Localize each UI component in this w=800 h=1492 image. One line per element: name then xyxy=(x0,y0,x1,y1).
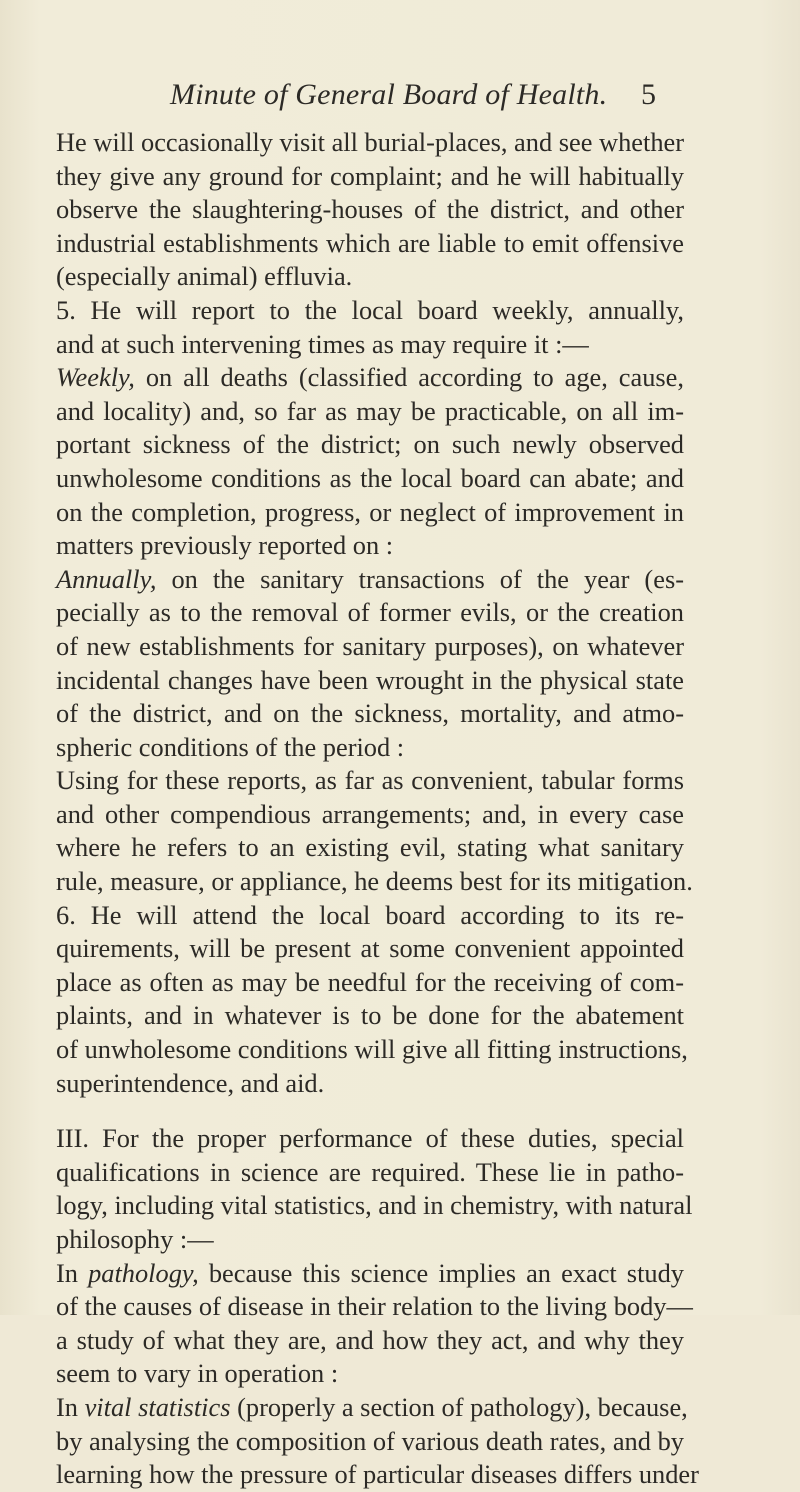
text-segment: incidental changes have been wrought in the physical state xyxy=(56,664,684,695)
text-segment: by analysing the composition of various death rates, and by xyxy=(56,1425,684,1456)
text-segment: where he refers to an existing evil, stating what sanitary xyxy=(56,832,684,863)
text-segment: He will occasionally visit all burial-places, and see whether xyxy=(56,127,685,157)
text-line xyxy=(56,999,684,1033)
text-line xyxy=(56,328,684,362)
text-line xyxy=(56,1257,684,1291)
text-line xyxy=(56,462,684,496)
text-line xyxy=(56,126,684,160)
text-segment: and locality) and, so far as may be practicable, on all im- xyxy=(56,395,684,426)
text-segment: and at such intervening times as may require it :— xyxy=(56,328,589,359)
text-segment: of new establishments for sanitary purposes), on whatever xyxy=(56,630,684,661)
text-segment: place as often as may be needful for the receiving of com- xyxy=(56,966,684,997)
text-segment: they give any ground for complaint; and he will habitually xyxy=(56,160,684,191)
text-line xyxy=(56,1033,688,1067)
text-segment: portant sickness of the district; on such newly observed xyxy=(56,429,684,460)
text-segment: learning how the pressure of particular diseases differs under xyxy=(56,1459,699,1490)
text-segment: Using for these reports, as far as convenient, tabular forms xyxy=(56,765,684,796)
text-line xyxy=(56,932,684,966)
text-segment: on the sanitary transactions of the year (es- xyxy=(156,563,684,594)
italic-term: vital statistics xyxy=(84,1391,231,1422)
text-line xyxy=(56,596,684,630)
text-segment: qualifications in science are required. These lie in patho- xyxy=(56,1156,684,1187)
text-segment: observe the slaughtering-houses of the district, and other xyxy=(56,194,684,225)
text-segment: (especially animal) effluvia. xyxy=(56,261,353,292)
text-line xyxy=(56,395,684,429)
text-line xyxy=(56,529,684,563)
text-segment: matters previously reported on : xyxy=(56,530,394,561)
text-segment: spheric conditions of the period : xyxy=(56,731,405,762)
text-segment: because this science implies an exact study xyxy=(198,1257,684,1288)
text-segment: pecially as to the removal of former evils, or the creation xyxy=(56,597,684,628)
text-line xyxy=(56,731,684,765)
text-segment: on the completion, progress, or neglect of improvement in xyxy=(56,496,684,527)
text-line xyxy=(56,831,684,865)
text-line xyxy=(56,1223,684,1257)
text-segment: unwholesome conditions as the local board can abate; and xyxy=(56,462,684,493)
text-line xyxy=(56,227,684,261)
text-line xyxy=(56,1458,699,1492)
italic-term: Annually, xyxy=(56,563,157,594)
text-line xyxy=(56,1357,684,1391)
text-segment: seem to vary in operation : xyxy=(56,1358,339,1389)
text-segment: quirements, will be present at some convenient appointed xyxy=(56,933,684,964)
text-line xyxy=(56,160,684,194)
text-segment: philosophy :— xyxy=(56,1224,214,1254)
text-segment: plaints, and in whatever is to be done for the abatement xyxy=(56,1000,684,1031)
page-number: 5 xyxy=(641,78,656,111)
text-line xyxy=(56,630,684,664)
text-segment: rule, measure, or appliance, he deems best for its mitigation. xyxy=(56,866,693,897)
text-segment: (properly a section of pathology), because, xyxy=(230,1391,688,1422)
italic-term: Weekly, xyxy=(56,362,135,393)
text-segment: of unwholesome conditions will give all fitting instructions, xyxy=(56,1034,688,1065)
text-line xyxy=(56,798,684,832)
running-title: Minute of General Board of Health. xyxy=(170,78,608,111)
text-line xyxy=(56,1425,684,1459)
text-line xyxy=(56,764,684,798)
text-segment: of the district, and on the sickness, mortality, and atmo- xyxy=(56,698,684,729)
text-segment: III. For the proper performance of these duties, special xyxy=(56,1123,684,1154)
text-segment: In xyxy=(56,1257,89,1288)
text-segment: industrial establishments which are liable to emit offensive xyxy=(56,227,684,258)
text-segment: superintendence, and aid. xyxy=(56,1067,325,1098)
text-line xyxy=(56,1122,684,1156)
text-line xyxy=(56,563,684,597)
italic-term: pathology, xyxy=(88,1257,199,1288)
text-line xyxy=(56,1290,693,1324)
text-segment: logy, including vital statistics, and in chemistry, with natural xyxy=(56,1190,693,1221)
paragraph-gap xyxy=(56,1100,684,1122)
body-text xyxy=(56,126,699,1492)
text-line xyxy=(56,428,684,462)
text-segment: and other compendious arrangements; and, in every case xyxy=(56,798,684,829)
text-line xyxy=(56,1156,684,1190)
text-line xyxy=(56,1067,684,1101)
text-line xyxy=(56,899,684,933)
text-line xyxy=(56,1324,684,1358)
text-line xyxy=(56,260,684,294)
text-segment: 6. He will attend the local board according to its re- xyxy=(56,899,684,930)
text-segment: In xyxy=(56,1391,85,1422)
text-line xyxy=(56,294,684,328)
text-line xyxy=(56,1391,688,1425)
page-header xyxy=(0,78,800,118)
text-line xyxy=(56,966,684,1000)
text-line xyxy=(56,664,684,698)
text-line xyxy=(56,361,684,395)
text-line xyxy=(56,1189,693,1223)
text-line xyxy=(56,697,684,731)
text-segment: of the causes of disease in their relation to the living body— xyxy=(56,1291,693,1322)
text-line xyxy=(56,865,693,899)
text-segment: 5. He will report to the local board weekly, annually, xyxy=(56,294,684,325)
text-line xyxy=(56,193,684,227)
text-segment: on all deaths (classified according to age, cause, xyxy=(134,362,684,393)
text-line xyxy=(56,496,684,530)
text-segment: a study of what they are, and how they act, and why they xyxy=(56,1324,684,1355)
